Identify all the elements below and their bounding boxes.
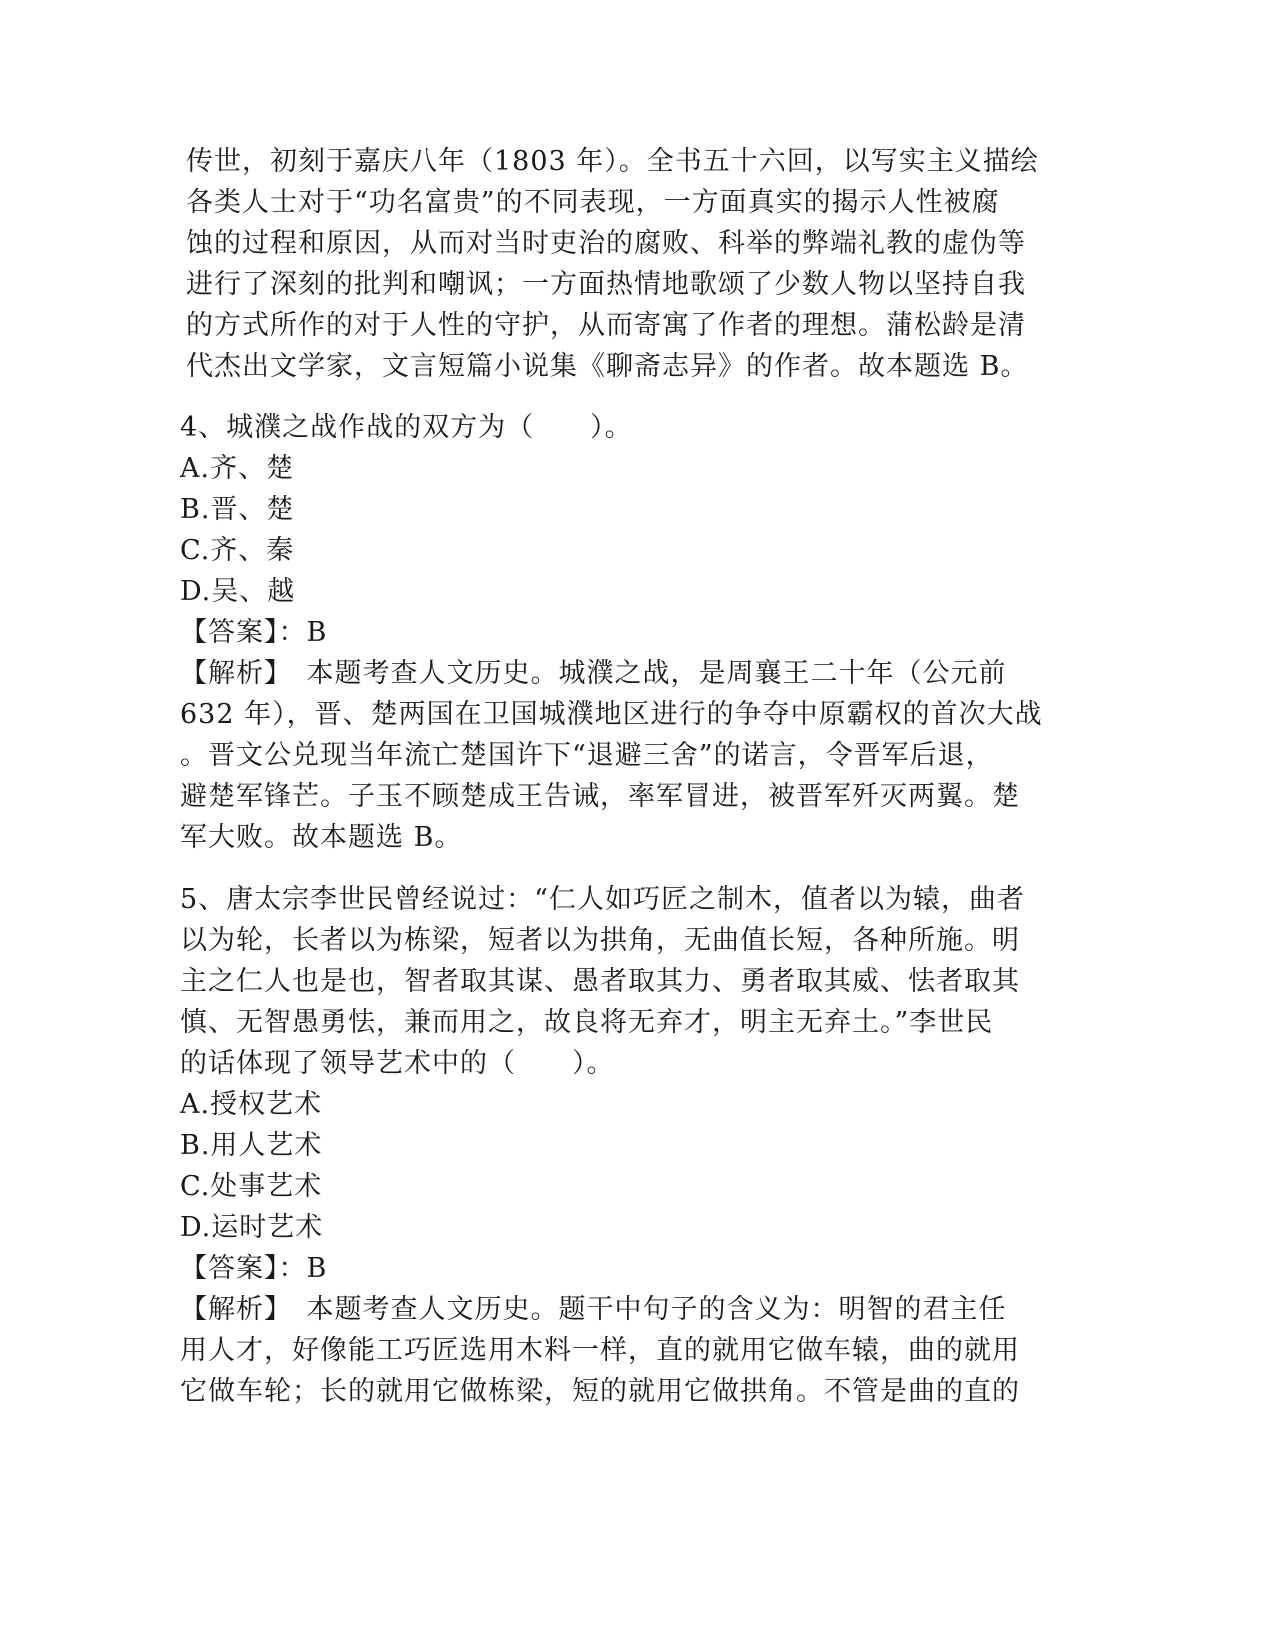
question-5-option-c: C.处事艺术 — [180, 1171, 323, 1202]
paragraph-line: 传世，初刻于嘉庆八年（1803 年）。全书五十六回，以写实主义描绘 — [186, 146, 1039, 177]
paragraph-line: 蚀的过程和原因，从而对当时吏治的腐败、科举的弊端礼教的虚伪等 — [186, 228, 1026, 259]
question-5-stem-line: 主之仁人也是也，智者取其谋、愚者取其力、勇者取其威、怯者取其 — [180, 966, 1020, 997]
question-4-analysis-line: 【解析】 本题考查人文历史。城濮之战，是周襄王二十年（公元前 — [180, 658, 1007, 689]
question-5-stem-line: 慎、无智愚勇怯，兼而用之，故良将无弃才，明主无弃土。”李世民 — [180, 1007, 994, 1038]
question-4-analysis-line: 军大败。故本题选 B。 — [180, 822, 463, 853]
question-5-analysis-line: 【解析】 本题考查人文历史。题干中句子的含义为：明智的君主任 — [180, 1294, 1007, 1325]
question-4-analysis-line: 632 年），晋、楚两国在卫国城濮地区进行的争夺中原霸权的首次大战 — [180, 699, 1043, 730]
paragraph-line: 的方式所作的对于人性的守护，从而寄寓了作者的理想。蒲松龄是清 — [186, 310, 1026, 341]
paragraph-line: 代杰出文学家，文言短篇小说集《聊斋志异》的作者。故本题选 B。 — [186, 351, 1029, 382]
question-4-option-a: A.齐、楚 — [180, 453, 295, 484]
question-4-analysis-line: 避楚军锋芒。子玉不顾楚成王告诫，率军冒进，被晋军歼灭两翼。楚 — [180, 781, 1020, 812]
question-4-option-d: D.吴、越 — [180, 576, 296, 607]
paragraph-line: 各类人士对于“功名富贵”的不同表现，一方面真实的揭示人性被腐 — [186, 187, 1000, 218]
question-5-option-a: A.授权艺术 — [180, 1089, 323, 1120]
paragraph-line: 进行了深刻的批判和嘲讽；一方面热情地歌颂了少数人物以坚持自我 — [186, 269, 1026, 300]
question-4-option-b: B.晋、楚 — [180, 494, 295, 525]
question-5-stem-line: 的话体现了领导艺术中的（ ）。 — [180, 1048, 615, 1079]
question-5-option-b: B.用人艺术 — [180, 1130, 323, 1161]
question-5-stem-line: 以为轮，长者以为栋梁，短者以为拱角，无曲值长短，各种所施。明 — [180, 925, 1020, 956]
question-5-analysis-line: 用人才，好像能工巧匠选用木料一样，直的就用它做车辕，曲的就用 — [180, 1335, 1020, 1366]
question-4-answer: 【答案】：B — [180, 617, 328, 648]
question-4-option-c: C.齐、秦 — [180, 535, 295, 566]
question-5-stem-line: 5、唐太宗李世民曾经说过：“仁人如巧匠之制木，值者以为辕，曲者 — [180, 884, 1025, 915]
question-4-stem: 4、城濮之战作战的双方为（ ）。 — [180, 412, 633, 443]
question-5-analysis-line: 它做车轮；长的就用它做栋梁，短的就用它做拱角。不管是曲的直的 — [180, 1376, 1020, 1407]
question-4-analysis-line: 。晋文公兑现当年流亡楚国许下“退避三舍”的诺言，令晋军后退， — [180, 740, 994, 771]
question-5-answer: 【答案】：B — [180, 1253, 328, 1284]
question-5-option-d: D.运时艺术 — [180, 1212, 324, 1243]
